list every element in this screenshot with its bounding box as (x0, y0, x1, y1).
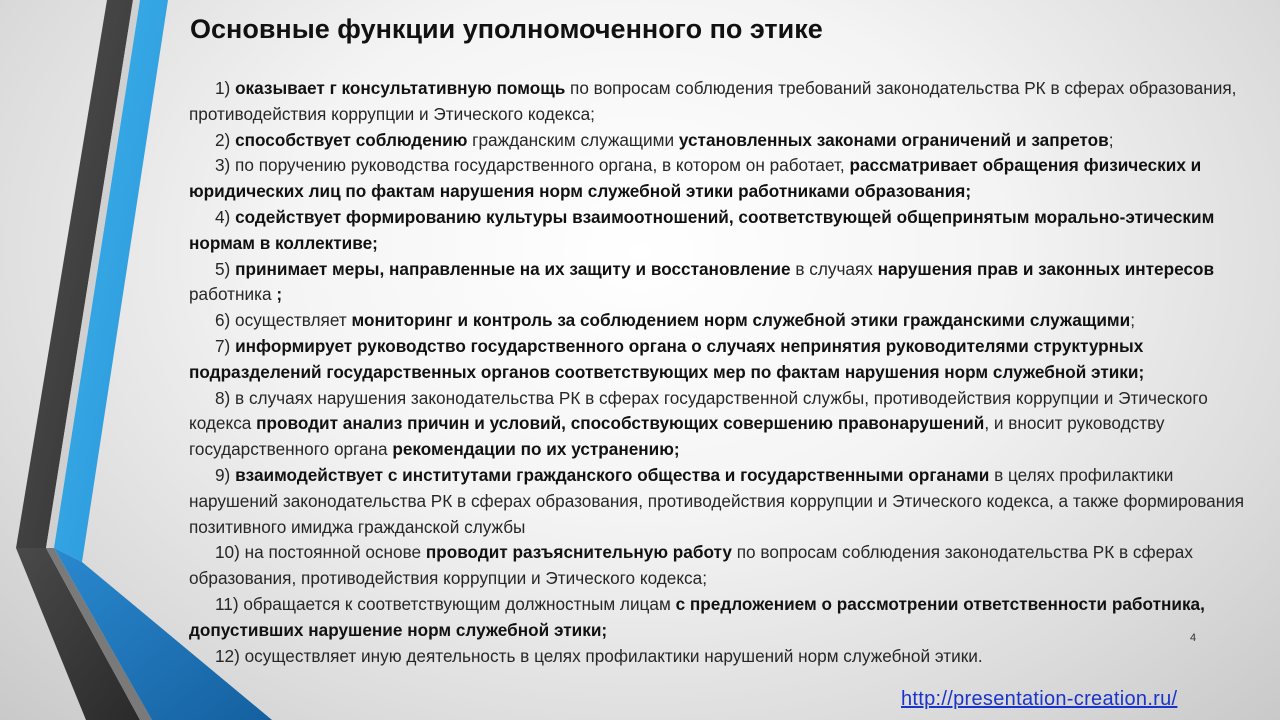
function-item (189, 76, 1267, 128)
function-item (189, 308, 1267, 334)
function-item-bold-text: проводит анализ причин и условий, способствующих совершению правонарушений (256, 413, 985, 434)
function-item-bold-text: нарушения прав и законных интересов (877, 258, 1215, 279)
function-item-text: 2) (215, 129, 236, 150)
function-item-text: , и вносит руководству государственного органа (189, 413, 1165, 460)
function-item-bold-text: проводит разъяснительную работу (425, 542, 732, 563)
function-item-text: работника (189, 284, 277, 305)
page-number: 4 (1190, 632, 1197, 644)
function-item-text: 8) в случаях нарушения законодательства РК в сферах государственной службы, противодействия коррупции и Этического кодекса (189, 387, 1208, 434)
function-item-bold-text: рекомендации по их устранению; (392, 439, 680, 460)
function-item (189, 592, 1267, 644)
function-item-bold-text: мониторинг и контроль за соблюдением норм служебной этики гражданскими служащими (351, 310, 1131, 331)
functions-list (189, 76, 1267, 669)
function-item-text: в целях профилактики нарушений законодательства РК в сферах образования, противодействия коррупции и Этического кодекса, а также формирования позитивного имиджа гражданской службы (189, 464, 1245, 537)
function-item-text: 11) обращается к соответствующим должностным лицам (215, 593, 676, 614)
function-item (189, 205, 1267, 257)
function-item-text: 4) (215, 206, 236, 227)
function-item (189, 153, 1267, 205)
function-item-bold-text: способствует соблюдению (235, 129, 468, 150)
function-item-text: 9) (215, 464, 236, 485)
footer-link[interactable]: http://presentation-creation.ru/ (901, 688, 1178, 710)
function-item-text: по вопросам соблюдения требований законодательства РК в сферах образования, противодействия коррупции и Этического кодекса; (189, 78, 1237, 124)
function-item (189, 644, 1267, 670)
function-item-text: 10) на постоянной основе (215, 542, 426, 563)
function-item-bold-text: с предложением о рассмотрении ответственности работника, допустивших нарушение норм служебной этики; (189, 593, 1205, 640)
function-item-bold-text: содействует формированию культуры взаимоотношений, соответствующей общепринятым морально-этическим нормам в коллективе; (189, 206, 1215, 253)
function-item-text: по вопросам соблюдения законодательства РК в сферах образования, противодействия коррупции и Этического кодекса; (189, 542, 1193, 589)
function-item-text: гражданским служащими (467, 129, 679, 150)
function-item-bold-text: взаимодействует с институтами гражданского общества и государственными органами (235, 464, 990, 485)
function-item-text: ; (1108, 129, 1114, 150)
function-item-text: 3) по поручению руководства государственного органа, в котором он работает, (215, 155, 850, 176)
function-item-text: в случаях (790, 258, 878, 279)
function-item (189, 463, 1267, 540)
function-item-bold-text: оказывает г консультативную помощь (235, 78, 566, 98)
function-item (189, 257, 1267, 309)
slide-title: Основные функции уполномоченного по этике (190, 14, 823, 44)
function-item-bold-text: установленных законами ограничений и запретов (678, 129, 1109, 150)
function-item-text: ; (1130, 310, 1135, 331)
function-item (189, 334, 1267, 386)
function-item-bold-text: ; (276, 284, 283, 305)
function-item-bold-text: информирует руководство государственного органа о случаях непринятия руководителями структурных подразделений государственных органов соответствующих мер по фактам нарушения норм служебной этики; (189, 335, 1145, 382)
function-item (189, 540, 1267, 592)
function-item-text: 5) (215, 258, 236, 279)
function-item (189, 128, 1267, 154)
function-item (189, 386, 1267, 463)
function-item-text: 12) осуществляет иную деятельность в целях профилактики нарушений норм служебной этики. (215, 645, 983, 666)
function-item-bold-text: принимает меры, направленные на их защиту и восстановление (235, 258, 791, 279)
function-item-text: 1) (215, 78, 236, 98)
function-item-text: 6) осуществляет (215, 310, 352, 331)
function-item-bold-text: рассматривает обращения физических и юридических лиц по фактам нарушения норм служебной этики работниками образования; (189, 155, 1202, 202)
function-item-text: 7) (215, 335, 236, 356)
